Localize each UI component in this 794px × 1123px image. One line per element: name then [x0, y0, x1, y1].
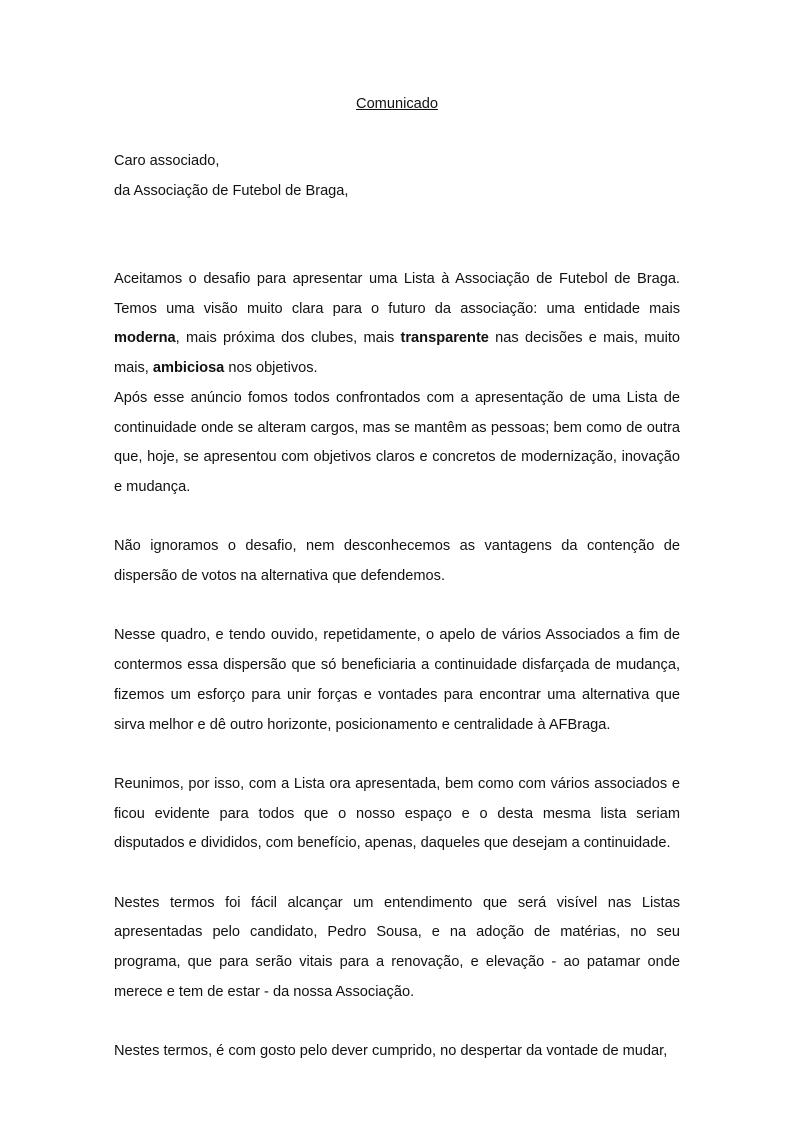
greeting	[114, 146, 680, 206]
paragraph-1-text-b: , mais próxima dos clubes, mais	[175, 330, 401, 347]
paragraph-3: Não ignoramos o desafio, nem desconhecemos as vantagens da contenção de dispersão de votos na alternativa que defendemos.	[114, 538, 680, 585]
bold-moderna: moderna	[114, 330, 176, 347]
spacer	[114, 740, 680, 770]
paragraph-5: Reunimos, por isso, com a Lista ora apresentada, bem como com vários associados e ficou evidente para todos que o nosso espaço e o desta mesma lista seriam disputados e divididos, com benefício, apenas, daqueles que desejam a continuidade.	[114, 775, 680, 852]
spacer	[114, 592, 680, 622]
paragraph-1-text-c: nas decisões e mais, muito mais,	[114, 330, 680, 377]
paragraph-2: Após esse anúncio fomos todos confrontados com a apresentação de uma Lista de continuidade onde se alteram cargos, mas se mantêm as pessoas; bem como de outra que, hoje, se apresentou com objetivos claros e concretos de modernização, inovação e mudança.	[114, 389, 680, 495]
paragraph-1	[114, 265, 680, 384]
paragraph-4: Nesse quadro, e tendo ouvido, repetidamente, o apelo de vários Associados a fim de contermos essa dispersão que só beneficiaria a continuidade disfarçada de mudança, fizemos um esforço para unir forças e vontades para encontrar uma alternativa que sirva melhor e dê outro horizonte, posicionamento e centralidade à AFBraga.	[114, 627, 680, 733]
spacer	[114, 859, 680, 889]
spacer	[114, 235, 680, 265]
spacer	[114, 503, 680, 533]
document-body	[114, 146, 680, 1067]
paragraph-7: Nestes termos, é com gosto pelo dever cumprido, no despertar da vontade de mudar,	[114, 1043, 668, 1060]
paragraph-6: Nestes termos foi fácil alcançar um entendimento que será visível nas Listas apresentadas pelo candidato, Pedro Sousa, e na adoção de matérias, no seu programa, que para serão vitais para a renovação, e elevação - ao patamar onde merece e tem de estar - da nossa Associação.	[114, 894, 680, 1000]
paragraph-1-text-a: Aceitamos o desafio para apresentar uma Lista à Associação de Futebol de Braga. Temos uma visão muito clara para o futuro da associação: uma entidade mais	[114, 271, 680, 317]
greeting-line-1: Caro associado,	[114, 153, 220, 169]
spacer	[114, 1008, 680, 1038]
paragraph-1-text-d: nos objetivos.	[224, 360, 318, 377]
greeting-line-2: da Associação de Futebol de Braga,	[114, 183, 349, 199]
bold-ambiciosa: ambiciosa	[152, 360, 225, 377]
bold-transparente: transparente	[400, 330, 489, 347]
document-title: Comunicado	[356, 96, 438, 112]
